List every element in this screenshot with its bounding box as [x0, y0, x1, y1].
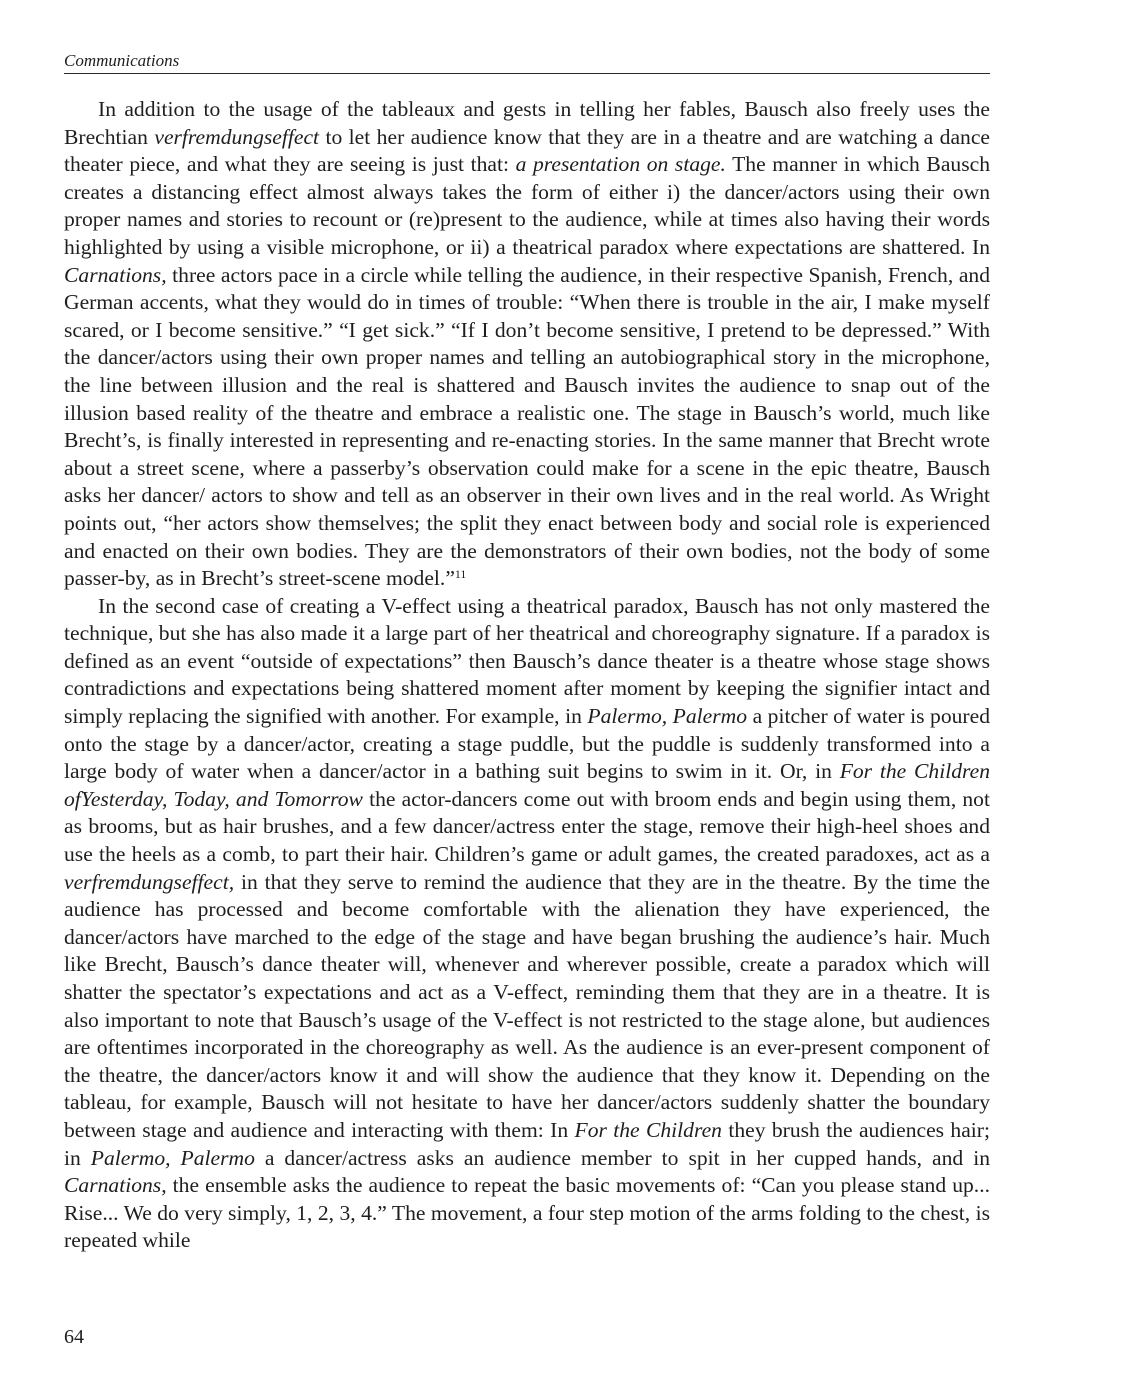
italic-text: For the Children [574, 1117, 722, 1142]
italic-text: a presentation on stage. [515, 152, 726, 177]
italic-text: Carnations, [64, 262, 167, 287]
italic-text: verfremdungseffect [154, 124, 320, 149]
running-head: Communications [64, 51, 180, 70]
text-run: a dancer/actress asks an audience member to spit in her cupped hands, and in [254, 1145, 990, 1170]
text-run: they brush the audiences hair; in [64, 1117, 990, 1170]
text-run: in that they serve to remind the audience that they are in the theatre. By the time the audience has processed and become comfortable with the alienation they have experienced, the dancer/actors have marched to the edge of the stage and have began brushing the audience’s hair. Much like Brecht, Bausch’s dance theater will, whenever and wherever possible, create a paradox which will shatter the spectator’s expectations and act as a V-effect, reminding them that they are in a theatre. It is also important to note that Bausch’s usage of the V-effect is not restricted to the stage alone, but audiences are oftentimes incorporated in the choreography as well. As the audience is an ever-present component of the theatre, the dancer/actors know it and will show the audience that they know it. Depending on the tableau, for example, Bausch will not hesitate to have her dancer/actors suddenly shatter the boundary between stage and audience and interacting with them: In [64, 869, 990, 1142]
text-run: In addition to the usage of the tableaux and gests in telling her fables, Bausch also freely uses the Brechtian [64, 97, 990, 149]
page-header [64, 50, 990, 72]
italic-text: For the Children ofYesterday, Today, and Tomorrow [64, 759, 991, 811]
text-run: The manner in which Bausch creates a distancing effect almost always takes the form of either i) the dancer/actors using their own proper names and stories to recount or (re)present to the audience, while at times also having their words highlighted by using a visible microphone, or ii) a theatrical paradox where expectations are shattered. In [64, 152, 990, 259]
footnote-ref: 11 [454, 566, 467, 581]
text-run: the actor-dancers come out with broom ends and begin using them, not as brooms, but as hair brushes, and a few dancer/actress enter the stage, remove their high-heel shoes and use the heels as a comb, to part their hair. Children’s game or adult games, the created paradoxes, act as a [64, 786, 990, 867]
italic-text: Palermo, Palermo [587, 704, 748, 729]
italic-text: Palermo, Palermo [90, 1145, 255, 1170]
text-run: to let her audience know that they are in a theatre and are watching a dance theater piece, and what they are seeing is just that: [64, 124, 990, 177]
text-run: , the ensemble asks the audience to repeat the basic movements of: “Can you please stand up... Rise... We do very simply, 1, 2, 3, 4.” The movement, a four step motion of the arms folding to the chest, is repeated while [64, 1173, 990, 1253]
text-run: a pitcher of water is poured onto the stage by a dancer/actor, creating a stage puddle, but the puddle is suddenly transformed into a large body of water when a dancer/actor in a bathing suit begins to swim in it. Or, in [64, 704, 991, 784]
text-run: In the second case of creating a V-effect using a theatrical paradox, Bausch has not only mastered the technique, but she has also made it a large part of her theatrical and choreography signature. If a paradox is defined as an event “outside of expectations” then Bausch’s dance theater is a theatre whose stage shows contradictions and expectations being shattered moment after moment by keeping the signifier intact and simply replacing the signified with another. For example, in [64, 593, 990, 729]
paragraph-1 [64, 96, 990, 593]
italic-text: Carnations [64, 1173, 162, 1198]
italic-text: verfremdungseffect, [64, 869, 235, 894]
header-rule [64, 73, 990, 74]
text-run: three actors pace in a circle while telling the audience, in their respective Spanish, French, and German accents, what they would do in times of trouble: “When there is trouble in the air, I make myself scared, or I become sensitive.” “I get sick.” “If I don’t become sensitive, I pretend to be depressed.” With the dancer/actors using their own proper names and telling an autobiographical story in the microphone, the line between illusion and the real is shattered and Bausch invites the audience to snap out of the illusion based reality of the theatre and embrace a realistic one. The stage in Bausch’s world, much like Brecht’s, is finally interested in representing and re-enacting stories. In the same manner that Brecht wrote about a street scene, where a passerby’s observation could make for a scene in the epic theatre, Bausch asks her dancer/ actors to show and tell as an observer in their own lives and in the real world. As Wright points out, “her actors show themselves; the split they enact between body and social role is experienced and enacted on their own bodies. They are the demonstrators of their own bodies, not the body of some passer-by, as in Brecht’s street-scene model.” [64, 262, 990, 591]
page-number: 64 [64, 1326, 84, 1348]
body-text [64, 96, 990, 1255]
paragraph-2 [64, 593, 990, 1255]
